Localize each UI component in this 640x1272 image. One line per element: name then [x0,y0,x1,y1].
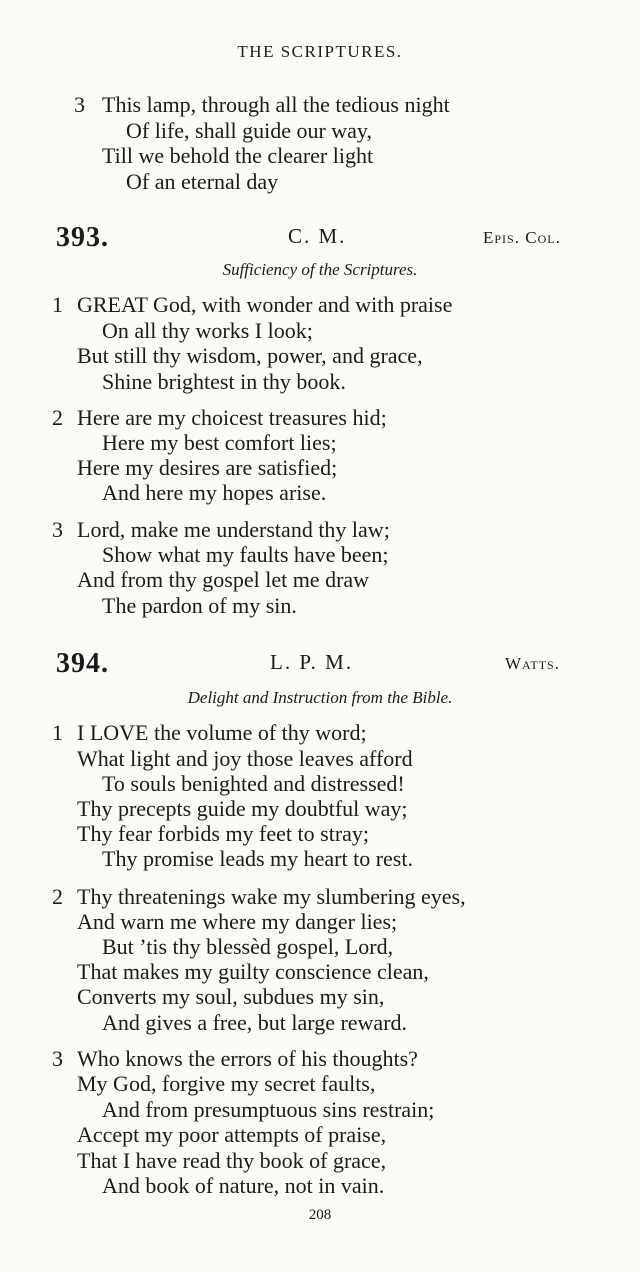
hymn-subtitle: Delight and Instruction from the Bible. [187,688,453,707]
stanza-number: 3 [52,517,63,542]
verse-line: GREAT God, with wonder and with praise [77,292,453,317]
verse-line: Here my best comfort lies; [102,430,337,455]
verse-line: That I have read thy book of grace, [77,1148,387,1173]
verse-line: And from thy gospel let me draw [77,567,370,592]
verse-line: Here are my choicest treasures hid; [77,405,387,430]
hymn-number: 393. [56,222,109,253]
hymn-number: 394. [56,648,109,679]
hymn-meter: C. M. [288,224,347,248]
verse-line: Thy promise leads my heart to rest. [102,846,413,871]
verse-line: This lamp, through all the tedious night [102,92,450,117]
stanza-number: 2 [52,405,63,430]
verse-line: Show what my faults have been; [102,542,389,567]
hymn-header [0,222,640,252]
verse-line: Lord, make me understand thy law; [77,517,390,542]
verse-line: Shine brightest in thy book. [102,369,346,394]
verse-line: And warn me where my danger lies; [77,909,398,934]
verse-line: Of life, shall guide our way, [126,118,373,143]
hymn-author: Epis. Col. [483,228,561,247]
stanza-number: 3 [52,1046,63,1071]
hymn-author: Watts. [505,654,560,673]
running-head: THE SCRIPTURES. [237,42,403,61]
verse-line: On all thy works I look; [102,318,313,343]
stanza-number: 3 [74,92,85,117]
stanza-number: 1 [52,292,63,317]
verse-line: And book of nature, not in vain. [102,1173,385,1198]
verse-line: And here my hopes arise. [102,480,327,505]
verse-line: Till we behold the clearer light [102,143,374,168]
hymn-meter: L. P. M. [270,650,354,674]
verse-line: Who knows the errors of his thoughts? [77,1046,418,1071]
verse-line: But still thy wisdom, power, and grace, [77,343,423,368]
verse-line: My God, forgive my secret faults, [77,1071,376,1096]
hymn-header [0,648,640,678]
hymn-subtitle: Sufficiency of the Scriptures. [222,260,418,279]
verse-line: But ’tis thy blessèd gospel, Lord, [102,934,394,959]
verse-line: Accept my poor attempts of praise, [77,1122,387,1147]
verse-line: Of an eternal day [126,169,279,194]
verse-line: Here my desires are satisfied; [77,455,338,480]
stanza-number: 1 [52,720,63,745]
verse-line: Converts my soul, subdues my sin, [77,984,385,1009]
verse-line: To souls benighted and distressed! [102,771,405,796]
stanza-number: 2 [52,884,63,909]
verse-line: Thy fear forbids my feet to stray; [77,821,370,846]
verse-line: I LOVE the volume of thy word; [77,720,367,745]
verse-line: Thy threatenings wake my slumbering eyes, [77,884,466,909]
verse-line: What light and joy those leaves afford [77,746,413,771]
verse-line: The pardon of my sin. [102,593,297,618]
verse-line: And gives a free, but large reward. [102,1010,408,1035]
verse-line: And from presumptuous sins restrain; [102,1097,435,1122]
page-number: 208 [308,1207,332,1223]
verse-line: Thy precepts guide my doubtful way; [77,796,408,821]
verse-line: That makes my guilty conscience clean, [77,959,429,984]
